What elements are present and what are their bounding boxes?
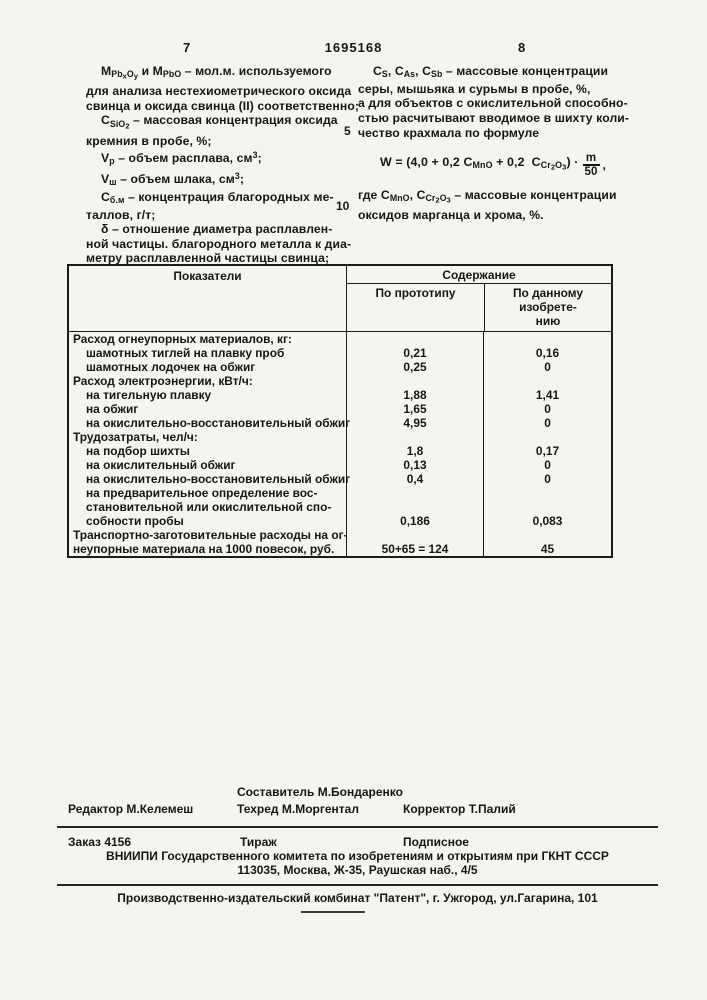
invention-value: 0,16 xyxy=(483,346,611,360)
prototype-value: 1,65 xyxy=(346,402,483,416)
table-body xyxy=(69,332,611,556)
text-line: стью расчитывают вводимое в шихту коли- xyxy=(358,110,630,125)
fraction-denominator: 50 xyxy=(584,165,598,178)
row-label-line: шамотных лодочек на обжиг xyxy=(86,360,256,374)
row-label-line: собности пробы xyxy=(86,514,184,528)
prototype-value: 0,186 xyxy=(346,486,483,528)
table-row xyxy=(69,346,611,360)
invention-value: 0 xyxy=(483,458,611,472)
row-label-line: Расход электроэнергии, кВт/ч: xyxy=(73,374,253,388)
invention-value: 0 xyxy=(483,360,611,374)
prototype-value: 0,13 xyxy=(346,458,483,472)
table-subheader-prototype: По прототипу xyxy=(375,286,456,300)
text-line: $M_{Pb_xO_y}$ и $M_{PbO} - мол.м$. используемого xyxy=(101,64,332,81)
gutter-line-number-10: 10 xyxy=(336,199,350,213)
row-label xyxy=(69,444,346,458)
text-line: $V_ш$ – объем шлака, $см^3$; xyxy=(101,171,244,188)
table-row xyxy=(69,486,611,528)
table-subheaders xyxy=(347,284,611,331)
left-page-number: 7 xyxy=(183,40,191,55)
footer-rule-top xyxy=(57,826,658,828)
vniipi-line: ВНИИПИ Государственного комитета по изобретениям и открытиям при ГКНТ СССР xyxy=(106,849,609,863)
table-header-content-group xyxy=(346,266,611,331)
table-row xyxy=(69,528,611,556)
prototype-value: 1,88 xyxy=(346,388,483,402)
row-label xyxy=(69,360,346,374)
invention-value: 0 xyxy=(483,402,611,416)
row-label-line: шамотных тиглей на плавку проб xyxy=(86,346,285,360)
formula xyxy=(380,152,650,177)
row-label-line: на предварительное определение вос- xyxy=(86,486,318,500)
formula-fraction xyxy=(583,152,600,177)
corrector-credit: Корректор Т.Палий xyxy=(403,802,516,816)
text-line: кремния в пробе, %; xyxy=(86,133,212,148)
editor-credit: Редактор М.Келемеш xyxy=(68,802,194,816)
invention-value: 0,083 xyxy=(483,486,611,528)
text-line: где $C_{MnO}$, $C_{Cr_2O_3}$ – массовые концентрации xyxy=(358,187,617,205)
prototype-value xyxy=(346,332,483,346)
text-line: серы, мышьяка и сурьмы в пробе, %, xyxy=(358,81,591,96)
row-label-line: становительной или окислительной спо- xyxy=(86,500,332,514)
text-line: метру расплавленной частицы свинца; xyxy=(86,251,330,266)
gutter-line-number-5: 5 xyxy=(344,124,351,138)
row-label xyxy=(69,472,351,486)
table-header-indicators: Показатели xyxy=(173,269,242,283)
prototype-value: 50+65 = 124 xyxy=(346,528,483,556)
text-line: $V_р$ – объем расплава, $см^3$; xyxy=(101,150,262,167)
prototype-value: 0,4 xyxy=(346,472,483,486)
row-label xyxy=(69,388,346,402)
row-label-line: на обжиг xyxy=(86,402,139,416)
row-label xyxy=(69,374,346,388)
order-number: Заказ 4156 xyxy=(68,835,132,849)
table-row xyxy=(69,332,611,346)
row-label xyxy=(69,486,346,528)
address-line: 113035, Москва, Ж-35, Раушская наб., 4/5 xyxy=(237,863,478,877)
compiler-credit: Составитель М.Бондаренко xyxy=(237,785,403,799)
row-label-line: Расход огнеупорных материалов, кг: xyxy=(73,332,292,346)
row-label xyxy=(69,416,351,430)
row-label xyxy=(69,528,346,556)
right-page-number: 8 xyxy=(518,40,526,55)
text-line: оксидов марганца и хрома, %. xyxy=(358,207,544,222)
text-line: $C_{SiO_2}$ – массовая концентрация оксида xyxy=(101,113,338,131)
text-line: а для объектов с окислительной способно- xyxy=(358,96,628,111)
formula-tail: , xyxy=(602,157,607,172)
subscription-label: Подписное xyxy=(403,835,469,849)
row-label-line: Трудозатраты, чел/ч: xyxy=(73,430,198,444)
row-label xyxy=(69,402,346,416)
row-label-line: на подбор шихты xyxy=(86,444,190,458)
text-line: δ – отношение диаметра расплавлен- xyxy=(101,222,333,237)
invention-value xyxy=(483,332,611,346)
table-row xyxy=(69,458,611,472)
prototype-value xyxy=(346,430,483,444)
prototype-value: 1,8 xyxy=(346,444,483,458)
row-label xyxy=(69,458,346,472)
results-table xyxy=(67,264,613,558)
row-label-line: на окислительно-восстановительный обжиг xyxy=(86,416,351,430)
invention-value xyxy=(483,374,611,388)
row-label-line: на окислительно-восстановительный обжиг xyxy=(86,472,351,486)
invention-value: 0 xyxy=(483,472,611,486)
right-column-top xyxy=(358,64,650,140)
table-header-content: Содержание xyxy=(347,266,611,284)
row-label-line: на тигельную плавку xyxy=(86,388,212,402)
formula-body: W = (4,0 + 0,2 $C_{MnO} + 0,2$ $C_{Cr_2O_3}$) · xyxy=(380,154,579,172)
row-label-line: неупорные материала на 1000 повесок, руб. xyxy=(73,542,335,556)
right-column-bottom xyxy=(358,188,650,223)
text-line: таллов, г/т; xyxy=(86,207,156,222)
invention-value xyxy=(483,430,611,444)
patent-word-underline xyxy=(301,911,365,913)
table-row xyxy=(69,444,611,458)
patent-number: 1695168 xyxy=(324,40,383,55)
table-row xyxy=(69,360,611,374)
text-line: свинца и оксида свинца (II) соответственно; xyxy=(86,98,360,113)
row-label xyxy=(69,332,346,346)
row-label-line: на окислительный обжиг xyxy=(86,458,236,472)
table-subheader-invention: По данному изобрете- нию xyxy=(484,284,611,331)
prototype-value: 0,21 xyxy=(346,346,483,360)
prototype-value: 4,95 xyxy=(346,416,483,430)
invention-value: 1,41 xyxy=(483,388,611,402)
text-line: чество крахмала по формуле xyxy=(358,125,540,140)
table-row xyxy=(69,402,611,416)
table-row xyxy=(69,472,611,486)
tirazh-label: Тираж xyxy=(240,835,277,849)
table-row xyxy=(69,430,611,444)
fraction-numerator: m xyxy=(585,152,597,165)
prototype-value: 0,25 xyxy=(346,360,483,374)
text-line: ной частицы. благородного металла к диа- xyxy=(86,236,352,251)
table-header xyxy=(69,266,611,332)
row-label xyxy=(69,430,346,444)
techred-credit: Техред М.Моргентал xyxy=(237,802,359,816)
invention-value: 0,17 xyxy=(483,444,611,458)
footer-rule-bottom xyxy=(57,884,658,886)
left-column xyxy=(86,64,360,266)
text-line: $C_S$, $C_{As}$, $C_{Sb}$ – массовые концентрации xyxy=(373,64,609,80)
print-combine-line: Производственно-издательский комбинат "Патент", г. Ужгород, ул.Гагарина, 101 xyxy=(117,891,598,905)
row-label xyxy=(69,346,346,360)
invention-value: 0 xyxy=(483,416,611,430)
text-line: $C_{б.м}$ – концентрация благородных ме- xyxy=(101,189,334,205)
prototype-value xyxy=(346,374,483,388)
table-row xyxy=(69,388,611,402)
right-column xyxy=(358,64,650,222)
text-line: для анализа нестехиометрического оксида xyxy=(86,84,352,99)
table-row xyxy=(69,374,611,388)
row-label-line: Транспортно-заготовительные расходы на ог- xyxy=(73,528,348,542)
table-row xyxy=(69,416,611,430)
invention-value: 45 xyxy=(483,528,611,556)
